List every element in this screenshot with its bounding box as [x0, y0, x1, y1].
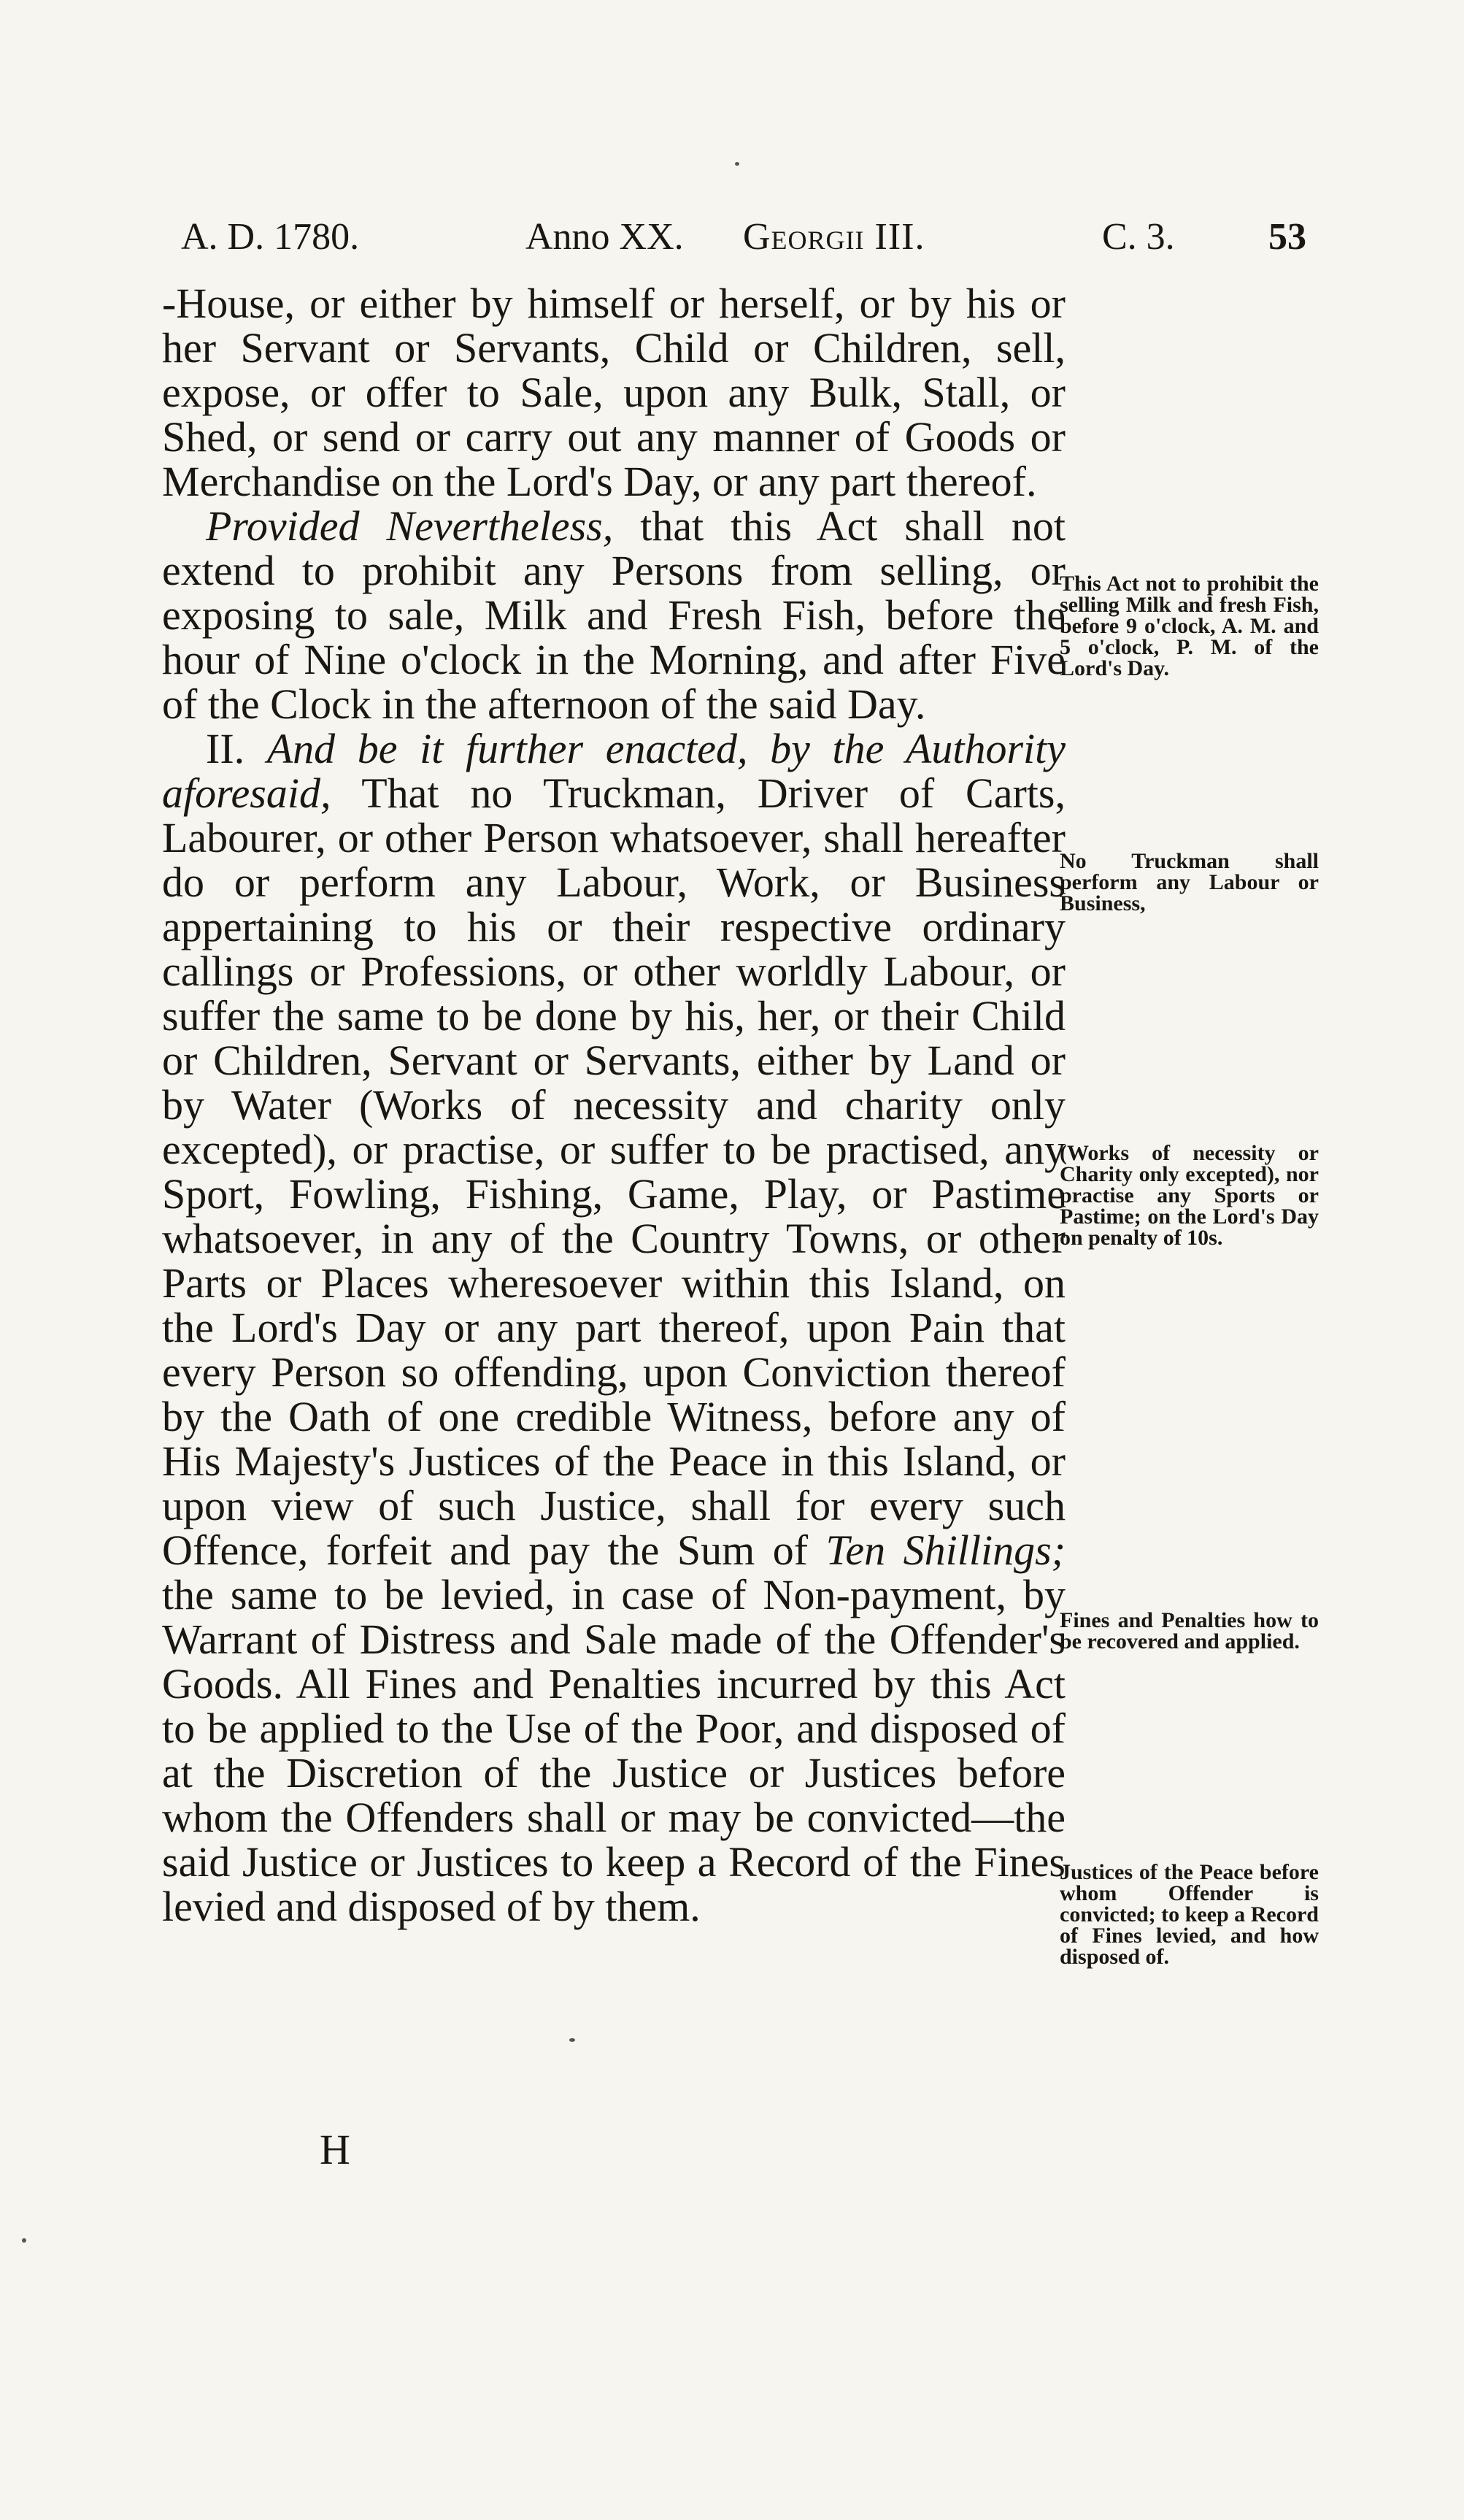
- ink-speck: [569, 2038, 575, 2042]
- signature-mark: H: [320, 2126, 350, 2173]
- margin-note-truckman: No Truckman shall perform any Labour or Business,: [1060, 849, 1319, 915]
- running-header: [181, 208, 1327, 266]
- statute-body: [162, 281, 1066, 1929]
- ink-speck: [735, 162, 739, 166]
- paragraph-text: That no Truckman, Driver of Carts, Labourer, or other Person whatsoever, shall hereafter do or perform any Labour, Work, or Business appertaining to his or their respective ordinary callings or Professions, or other worldly Labour, or suffer the same to be done by his, her, or their Child or Children, Servant or Servants, either by Land or by Water (Works of necessity and charity only excepted), or practise, or suffer to be practised, any Sport, Fowling, Fishing, Game, Play, or Pastime whatsoever, in any of the Country Towns, or other Parts or Places wheresoever within this Island, on the Lord's Day or any part thereof, upon Pain that every Person so offending, upon Conviction thereof by the Oath of one credible Witness, before any of His Majesty's Justices of the Peace in this Island, or upon view of such Justice, shall for every such Offence, forfeit and pay the Sum of: [162, 769, 1066, 1574]
- paragraph-text: the same to be levied, in case of Non-payment, by Warrant of Distress and Sale made of the Offender's Goods. All Fines and Penalties incurred by this Act to be applied to the Use of the Poor, and disposed of at the Discretion of the Justice or Justices before whom the Offenders shall or may be convicted—the said Justice or Justices to keep a Record of the Fines levied and disposed of by them.: [162, 1571, 1066, 1930]
- margin-note-works-necessity: (Works of necessity or Charity only excepted), nor practise any Sports or Pastime; on the Lord's Day on penalty of 10s.: [1060, 1141, 1319, 1250]
- proviso-lead: Provided Nevertheless,: [206, 502, 614, 550]
- header-chapter: C. 3.: [1102, 216, 1175, 258]
- margin-note-milk-fish: This Act not to prohibit the selling Milk and fresh Fish, before 9 o'clock, A. M. and 5 o'clock, P. M. of the Lord's Day.: [1060, 572, 1319, 680]
- fine-amount: Ten Shillings;: [825, 1526, 1066, 1574]
- header-regnal-year: Anno XX.: [525, 216, 684, 258]
- paragraph-section-ii: [162, 726, 1066, 1929]
- margin-note-justices: Justices of the Peace before whom Offender is convicted; to keep a Record of Fines levied, and how disposed of.: [1060, 1860, 1319, 1969]
- ink-speck: [22, 2238, 26, 2243]
- paragraph-text: -House, or either by himself or herself, or by his or her Servant or Servants, Child or Children, sell, expose, or offer to Sale, upon any Bulk, Stall, or Shed, or send or carry out any manner of Goods or Merchandise on the Lord's Day, or any part thereof.: [162, 280, 1066, 505]
- header-year: A. D. 1780.: [181, 216, 360, 258]
- paragraph-text: that this Act shall not extend to prohibit any Persons from selling, or exposing to sale, Milk and Fresh Fish, before the hour of Nine o'clock in the Morning, and after Five of the Clock in the afternoon of the said Day.: [162, 502, 1066, 728]
- enacting-clause: And be it further enacted, by the Authority aforesaid,: [162, 725, 1066, 817]
- paragraph-continuation: [162, 281, 1066, 504]
- header-king: Georgii III.: [743, 216, 925, 258]
- margin-note-fines: Fines and Penalties how to be recovered and applied.: [1060, 1608, 1319, 1653]
- section-number: II.: [206, 725, 245, 772]
- paragraph-proviso: [162, 504, 1066, 726]
- header-page-number: 53: [1268, 216, 1306, 258]
